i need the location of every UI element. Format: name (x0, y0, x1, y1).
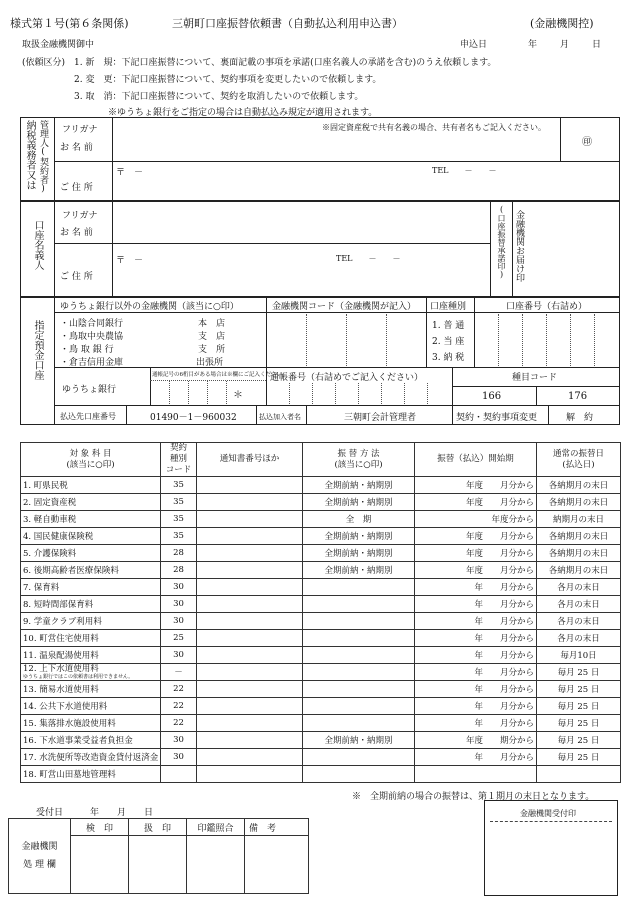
payment-items-table (20, 442, 621, 783)
account-side-label: 指定預金口座 (32, 320, 43, 380)
table-footnote: ※ 全期前納の場合の振替は、第１期月の末日となります。 (352, 792, 595, 802)
method-cell[interactable] (303, 613, 415, 630)
processing-side-label: 金融機関 処 理 欄 (9, 819, 71, 894)
start-cell: 年 月分から (415, 681, 537, 698)
start-cell: 年度 月分から (415, 477, 537, 494)
branch-option[interactable]: 出張所 (196, 358, 224, 368)
day-cell: 納期月の末日 (537, 511, 621, 528)
table-row (21, 579, 621, 596)
taxpayer-address-label: ご 住 所 (60, 183, 93, 193)
remarks-cell[interactable] (245, 836, 309, 894)
account-number-label: 口座番号（右詰め） (506, 302, 588, 312)
start-cell: 年度 月分から (415, 545, 537, 562)
table-row (21, 477, 621, 494)
bank-option[interactable]: ・倉吉信用金庫 (60, 358, 124, 368)
account-type-option[interactable]: 2. 当 座 (432, 337, 465, 347)
day-cell: 各月の末日 (537, 613, 621, 630)
item-cell: 8. 短時間部保育料 (21, 596, 161, 613)
item-cell: 9. 学童クラブ利用料 (21, 613, 161, 630)
yucho-note: ※ゆうちょ銀行をご指定の場合は自動払込み規定が適用されます。 (108, 108, 378, 118)
day-cell: 各月の末日 (537, 579, 621, 596)
notice-number-cell[interactable] (197, 613, 303, 630)
day-cell: 各納期月の末日 (537, 477, 621, 494)
taxpayer-postal: 〒 － (116, 168, 144, 178)
start-cell: 年度 月分から (415, 562, 537, 579)
code-cell: 28 (161, 545, 197, 562)
item-cell: 4. 国民健康保険税 (21, 528, 161, 545)
yucho-passbook-note: 通帳記号の6桁目がある場合は※欄にご記入ください。 (152, 372, 288, 378)
table-row (21, 613, 621, 630)
notice-number-cell[interactable] (197, 562, 303, 579)
method-cell[interactable] (303, 630, 415, 647)
code-cell (161, 766, 197, 783)
bank-processing-table (8, 818, 309, 894)
contract-change-option[interactable]: 契約・契約事項変更 (456, 413, 538, 423)
day-cell: 毎月 25 日 (537, 664, 621, 681)
branch-option[interactable]: 支 所 (198, 345, 226, 355)
subscriber-name: 三朝町会計管理者 (344, 413, 417, 423)
code-cell: 35 (161, 528, 197, 545)
method-cell[interactable] (303, 579, 415, 596)
item-cell: 5. 介護保険料 (21, 545, 161, 562)
day-cell (537, 766, 621, 783)
start-cell: 年 月分から (415, 596, 537, 613)
start-cell: 年 月分から (415, 579, 537, 596)
table-row (21, 596, 621, 613)
method-cell[interactable] (303, 749, 415, 766)
payee-account-label: 払込先口座番号 (60, 412, 116, 421)
item-cell: 17. 水洗便所等改造資金貸付返済金 (21, 749, 161, 766)
notice-number-cell[interactable] (197, 732, 303, 749)
notice-number-cell[interactable] (197, 545, 303, 562)
header-code: 契約 種別 コード (161, 443, 197, 477)
cancel-option[interactable]: 解 約 (566, 413, 594, 423)
notice-number-cell[interactable] (197, 681, 303, 698)
item-cell: 7. 保育料 (21, 579, 161, 596)
shared-note: ※固定資産税で共有名義の場合、共有者名もご記入ください。 (322, 123, 546, 132)
other-banks-label: ゆうちょ銀行以外の金融機関（該当に○印） (60, 302, 239, 312)
account-type-option[interactable]: 1. 普 通 (432, 321, 465, 331)
bank-option[interactable]: ・鳥取中央農協 (60, 332, 124, 342)
item-cell: 12. 上下水道使用料 ゆうちょ銀行ではこの依頼書は利用できません。 (21, 664, 161, 681)
method-cell[interactable]: 全期前納・納期別 (303, 477, 415, 494)
code-cell: 22 (161, 681, 197, 698)
item-cell: 13. 簡易水道使用料 (21, 681, 161, 698)
holder-name-label: お 名 前 (60, 228, 93, 238)
table-row (21, 749, 621, 766)
item-cell: 1. 町県民税 (21, 477, 161, 494)
code-cell: 30 (161, 579, 197, 596)
header-method: 振 替 方 法 (該当に○印) (303, 443, 415, 477)
day-cell: 各月の末日 (537, 630, 621, 647)
taxpayer-name-label: お 名 前 (60, 143, 93, 153)
addressee: 取扱金融機関御中 (22, 40, 95, 50)
table-row (21, 647, 621, 664)
notice-number-cell[interactable] (197, 749, 303, 766)
account-type-option[interactable]: 3. 納 税 (432, 353, 465, 363)
notice-number-cell[interactable] (197, 664, 303, 681)
day-cell: 毎月 25 日 (537, 732, 621, 749)
code-cell: 30 (161, 749, 197, 766)
code-cell: 30 (161, 647, 197, 664)
day-cell: 毎月 25 日 (537, 698, 621, 715)
start-cell: 年度 月分から (415, 494, 537, 511)
form-title: 三朝町口座振替依頼書（自動払込利用申込書） (172, 17, 403, 30)
code-cell: 25 (161, 630, 197, 647)
holder-side-label: 口座名義人 (32, 220, 43, 270)
seal-check-cell[interactable] (187, 836, 245, 894)
passbook-number-label: 通帳番号（右詰めでご記入ください） (270, 373, 424, 383)
code-cell: 30 (161, 613, 197, 630)
request-label: (依頼区分) (22, 58, 66, 68)
item-cell: 18. 町営山田墓地管理料 (21, 766, 161, 783)
notice-number-cell[interactable] (197, 647, 303, 664)
item-cell: 15. 集落排水施設使用料 (21, 715, 161, 732)
account-type-label: 口座種別 (430, 302, 467, 312)
bank-option[interactable]: ・山陰合同銀行 (60, 319, 124, 329)
method-cell[interactable] (303, 596, 415, 613)
day-cell: 各納期月の末日 (537, 494, 621, 511)
day-cell: 毎月 25 日 (537, 681, 621, 698)
method-cell[interactable] (303, 698, 415, 715)
table-row (21, 528, 621, 545)
table-row (21, 732, 621, 749)
notice-number-cell[interactable] (197, 630, 303, 647)
notice-number-cell[interactable] (197, 766, 303, 783)
inspection-seal-header: 検 印 (71, 819, 129, 836)
table-header-row (21, 443, 621, 477)
bank-code-label: 金融機関コード（金融機関が記入） (272, 302, 417, 312)
method-cell[interactable]: 全期前納・納期別 (303, 545, 415, 562)
start-cell: 年度分から (415, 511, 537, 528)
notice-number-cell[interactable] (197, 596, 303, 613)
code-cell: － (161, 664, 197, 681)
table-row (21, 715, 621, 732)
item-cell: 10. 町営住宅使用料 (21, 630, 161, 647)
taxpayer-furigana: フリガナ (62, 125, 98, 135)
notice-number-cell[interactable] (197, 511, 303, 528)
yucho-label: ゆうちょ銀行 (62, 385, 117, 395)
holder-address-label: ご 住 所 (60, 272, 93, 282)
remarks-header: 備 考 (245, 819, 309, 836)
notice-number-cell[interactable] (197, 579, 303, 596)
day-cell: 毎月 25 日 (537, 715, 621, 732)
start-cell: 年度 期分から (415, 732, 537, 749)
day-cell: 各納期月の末日 (537, 562, 621, 579)
handling-seal-cell[interactable] (129, 836, 187, 894)
notice-number-cell[interactable] (197, 715, 303, 732)
taxpayer-side-label-2: 管理人(契約者) (38, 120, 48, 194)
bank-option[interactable]: ・鳥 取 銀 行 (60, 345, 114, 355)
code-cell: 30 (161, 596, 197, 613)
method-cell[interactable] (303, 647, 415, 664)
method-cell[interactable]: 全期前納・納期別 (303, 494, 415, 511)
year-label: 年 (528, 40, 538, 50)
inspection-seal-cell[interactable] (71, 836, 129, 894)
bank-seal-label: 金融機関お届け印 (514, 210, 524, 282)
method-cell[interactable] (303, 664, 415, 681)
bank-receipt-stamp-label: 金融機関受付印 (520, 809, 576, 818)
request-cancel: 3. 取 消：下記口座振替について、契約を取消したいので依頼します。 (74, 92, 364, 102)
apply-date-label: 申込日 (460, 40, 488, 50)
seal-check-header: 印鑑照合 (187, 819, 245, 836)
method-cell[interactable] (303, 681, 415, 698)
start-cell: 年 月分から (415, 664, 537, 681)
start-cell: 年度 月分から (415, 528, 537, 545)
start-cell: 年 月分から (415, 647, 537, 664)
item-cell: 2. 固定資産税 (21, 494, 161, 511)
branch-option[interactable]: 支 店 (198, 332, 226, 342)
day-cell: 各納期月の末日 (537, 545, 621, 562)
code-cell: 35 (161, 477, 197, 494)
seal-mark: ㊞ (582, 137, 592, 148)
code-cell: 22 (161, 698, 197, 715)
request-new: 1. 新 規：下記口座振替について、裏面記載の事項を承諾(口座名義人の承諾を含む)のうえ依頼します。 (74, 58, 497, 68)
header-start: 振替（払込）開始期 (415, 443, 537, 477)
method-cell[interactable] (303, 715, 415, 732)
start-cell (415, 766, 537, 783)
code-cell: 22 (161, 715, 197, 732)
handling-seal-header: 扱 印 (129, 819, 187, 836)
holder-tel: TEL － － (336, 254, 401, 263)
code-cell: 35 (161, 511, 197, 528)
start-cell: 年 月分から (415, 715, 537, 732)
table-row (21, 698, 621, 715)
start-cell: 年 月分から (415, 613, 537, 630)
holder-box (20, 201, 620, 297)
header-day: 通常の振替日 (払込日) (537, 443, 621, 477)
day-cell: 毎月10日 (537, 647, 621, 664)
table-row (21, 511, 621, 528)
notice-number-cell[interactable] (197, 494, 303, 511)
kind-code-176: 176 (568, 391, 588, 402)
copy-type: (金融機関控) (530, 17, 594, 30)
item-cell: 3. 軽自動車税 (21, 511, 161, 528)
item-cell: 11. 温泉配湯使用料 (21, 647, 161, 664)
notice-number-cell[interactable] (197, 528, 303, 545)
table-row (21, 545, 621, 562)
day-cell: 各月の末日 (537, 596, 621, 613)
notice-number-cell[interactable] (197, 698, 303, 715)
code-cell: 30 (161, 732, 197, 749)
method-cell[interactable]: 全期前納・納期別 (303, 562, 415, 579)
method-cell[interactable]: 全 期 (303, 511, 415, 528)
method-cell[interactable] (303, 766, 415, 783)
code-cell: 28 (161, 562, 197, 579)
taxpayer-side-label: 納税義務者又は (24, 120, 35, 190)
month-label: 月 (560, 40, 570, 50)
table-row (21, 766, 621, 783)
payee-account-number: 01490－1－960032 (150, 413, 237, 423)
holder-postal: 〒 － (116, 256, 144, 266)
day-cell: 毎月 25 日 (537, 749, 621, 766)
start-cell: 年 月分から (415, 698, 537, 715)
kind-code-166: 166 (482, 391, 502, 402)
item-cell: 16. 下水道事業受益者負担金 (21, 732, 161, 749)
header-item: 対 象 科 目 (該当に○印) (21, 443, 161, 477)
method-cell[interactable]: 全期前納・納期別 (303, 732, 415, 749)
table-row (21, 681, 621, 698)
form-number: 様式第１号(第６条関係) (10, 17, 129, 30)
subscriber-label: 払込加入者名 (259, 413, 301, 421)
item-cell: 14. 公共下水道使用料 (21, 698, 161, 715)
method-cell[interactable]: 全期前納・納期別 (303, 528, 415, 545)
item-cell: 6. 後期高齢者医療保険料 (21, 562, 161, 579)
table-row (21, 562, 621, 579)
table-row (21, 494, 621, 511)
star-mark: ＊ (233, 390, 243, 401)
taxpayer-tel: TEL － － (432, 166, 497, 175)
item-subnote: ゆうちょ銀行ではこの依頼書は利用できません。 (23, 673, 134, 680)
notice-number-cell[interactable] (197, 477, 303, 494)
day-cell: 各納期月の末日 (537, 528, 621, 545)
code-cell: 35 (161, 494, 197, 511)
branch-option[interactable]: 本 店 (198, 319, 226, 329)
start-cell: 年 月分から (415, 749, 537, 766)
day-label: 日 (592, 40, 602, 50)
holder-furigana: フリガナ (62, 211, 98, 221)
kind-code-label: 種目コード (512, 373, 558, 383)
start-cell: 年 月分から (415, 630, 537, 647)
table-row (21, 630, 621, 647)
bank-seal-sub: (口座振替承諾印) (497, 205, 506, 279)
header-notice-no: 通知書番号ほか (197, 443, 303, 477)
request-change: 2. 変 更：下記口座振替について、契約事項を変更したいので依頼します。 (74, 75, 382, 85)
table-row (21, 664, 621, 681)
received-date: 受付日 年 月 日 (36, 808, 154, 818)
